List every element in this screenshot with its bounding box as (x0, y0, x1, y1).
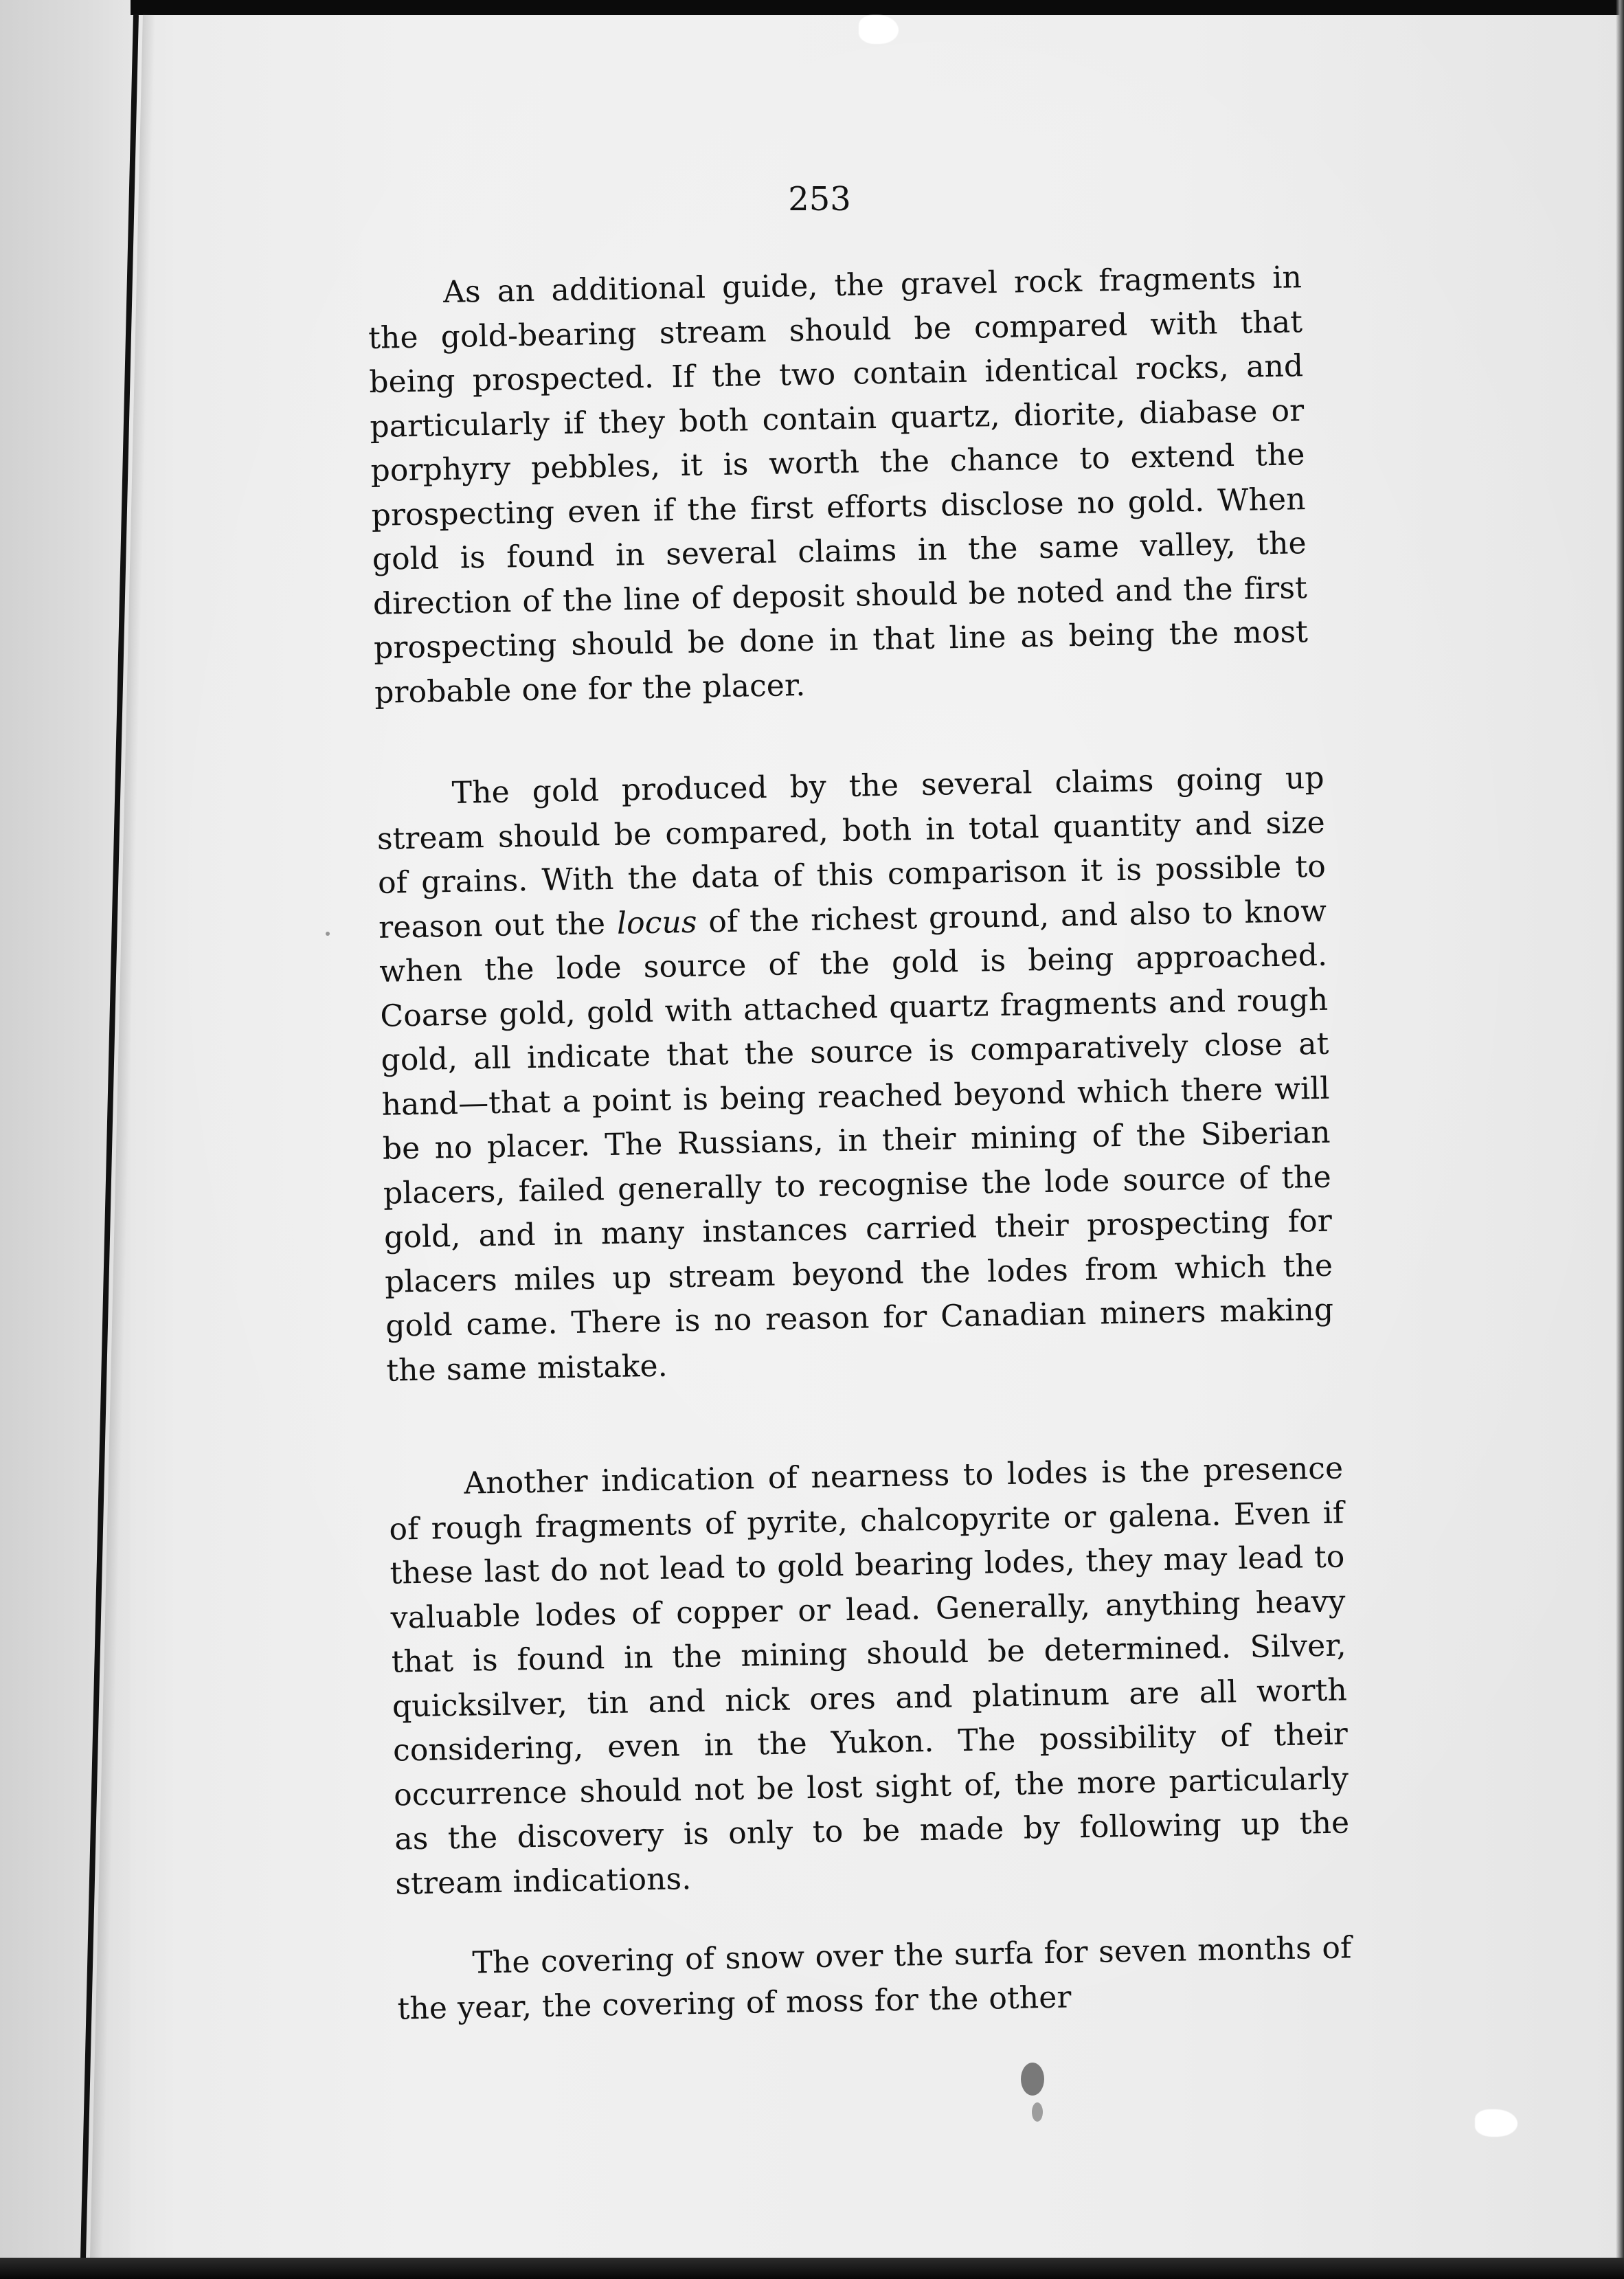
paragraph-4: The covering of snow over the surfa for seven months of the year, the covering of moss for the other (397, 1930, 1352, 2027)
scan-speck (1021, 2063, 1044, 2096)
scan-speck (326, 932, 330, 936)
paragraph-1: As an additional guide, the gravel rock fragments in the gold-bearing stream should be compared with that being prospected. If the two contain identical rocks, and particularly if they both contain quartz, diorite, diabase or porphyry pebbles, it is worth the chance to extend the prospecting even if the first efforts disclose no gold. When gold is found in several claims in the same valley, the direction of the line of deposit should be noted and the first prospecting should be done in that line as being the most probable one for the placer. (368, 260, 1309, 710)
locus-italic-word: locus (616, 904, 698, 941)
scan-speck (1032, 2102, 1043, 2122)
paragraph-3: Another indication of nearness to lodes is the presence of rough fragments of pyrite, chalcopyrite or galena. Even if these last do not lead to gold bearing lodes, they may lead to valuable lodes of copper or lead. Generally, anything heavy that is found in the mining should be determined. Silver, quicksilver, tin and nick ores and platinum are all worth considering, even in the Yukon. The possibility of their occurrence should not be lost sight of, the more particularly as the discovery is only to be made by following up the stream indications. (389, 1450, 1350, 1902)
paper-blotch (859, 15, 899, 44)
right-page-edge (1616, 0, 1624, 2279)
page-number: 253 (788, 180, 851, 218)
paper-blotch (1475, 2109, 1518, 2137)
top-scan-border (0, 0, 1624, 15)
paragraph-2-text-before-locus: The gold produced by the several claims going up stream should be compared, both in total quantity and size of grains. With the data of this comparison it is possible to reason out the (376, 760, 1327, 945)
paragraph-2 (376, 756, 1335, 1393)
bottom-scan-border (0, 2258, 1624, 2279)
paragraph-2-text-after-locus: of the richest ground, and also to know when the lode source of the gold is being approached. Coarse gold, gold with attached quartz fragments and rough gold, all indicate that the source is comparatively close at hand—that a point is being reached beyond which there will be no placer. The Russians, in their mining of the Siberian placers, failed generally to recognise the lode source of the gold, and in many instances carried their prospecting for placers miles up stream beyond the lodes from which the gold came. There is no reason for Canadian miners making the same mistake. (379, 893, 1334, 1389)
